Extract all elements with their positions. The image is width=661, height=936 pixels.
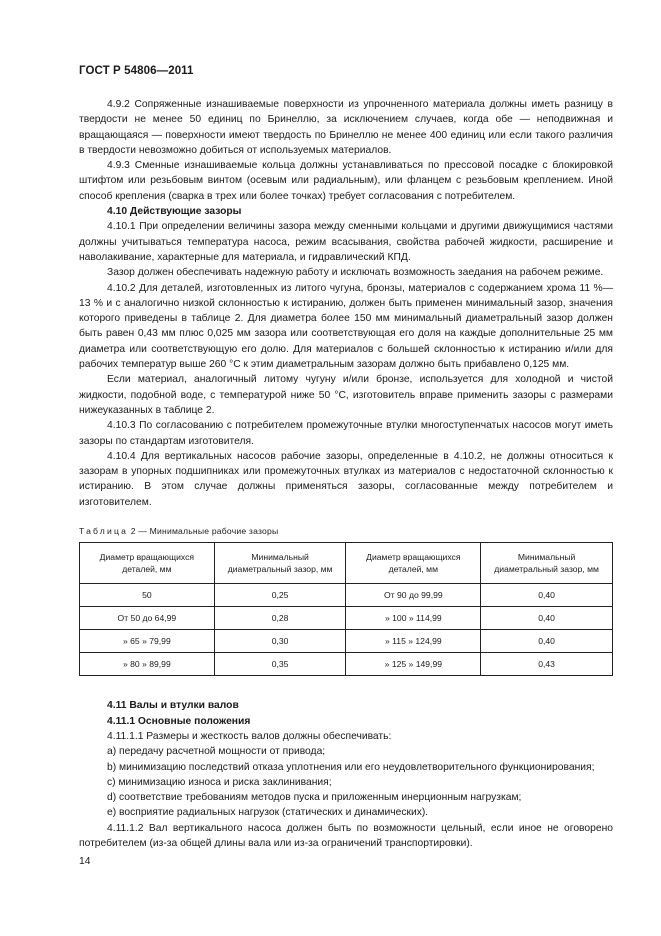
list-item-c: c) минимизацию износа и риска заклинивания; <box>107 776 332 788</box>
paragraphs-bottom <box>79 698 613 851</box>
table-cell: 0,35 <box>214 653 346 676</box>
table-cell: 0,25 <box>214 584 346 607</box>
table-cell: » 80 » 89,99 <box>80 653 215 676</box>
document-body <box>79 97 613 851</box>
table-cell: 0,40 <box>481 607 613 630</box>
table-row <box>80 584 613 607</box>
section-heading-4-11-1: 4.11.1 Основные положения <box>107 715 251 727</box>
section-heading-4-11: 4.11 Валы и втулки валов <box>107 700 239 712</box>
paragraph-4-9-2: 4.9.2 Сопряженные изнашиваемые поверхности из упрочненного материала должны иметь разницу в твердости не менее 50 единиц по Бринеллю, за исключением случаев, когда обе — неподвижная и вращающаяся — поверхности имеют твердость по Бринеллю не менее 400 единиц или если такого различия в твердости невозможно добиться от используемых материалов. <box>79 99 613 156</box>
table-cell: 0,40 <box>481 630 613 653</box>
page-number: 14 <box>79 856 91 867</box>
table-cell: 0,28 <box>214 607 346 630</box>
table-header-cell: Диаметр вращающихся деталей, мм <box>346 543 481 584</box>
table-cell: 0,40 <box>481 584 613 607</box>
paragraph-4-11-1-2: 4.11.1.2 Вал вертикального насоса должен быть по возможности цельный, если иное не оговорено потребителем (из-за общей длины вала или из-за ограничений транспортировки). <box>79 822 613 849</box>
table-header-row <box>80 543 613 584</box>
clearance-table <box>79 542 613 676</box>
table-caption <box>79 524 613 539</box>
list-item-a: а) передачу расчетной мощности от привода; <box>107 746 326 758</box>
table-cell: 0,30 <box>214 630 346 653</box>
paragraph-material: Если материал, аналогичный литому чугуну и/или бронзе, используется для холодной и чистой жидкости, подобной воде, с температурой ниже 50 °С, изготовитель вправе применить зазоры с размерами нижеуказанных в таблице 2. <box>79 374 613 416</box>
table-header-cell: Минимальный диаметральный зазор, мм <box>214 543 346 584</box>
paragraph-4-11-1-1: 4.11.1.1 Размеры и жесткость валов должны обеспечивать: <box>107 730 392 742</box>
table-cell: 0,43 <box>481 653 613 676</box>
list-item-b: b) минимизацию последствий отказа уплотнения или его неудовлетворительного функционирования; <box>107 761 595 773</box>
table-header-cell: Диаметр вращающихся деталей, мм <box>80 543 215 584</box>
list-item-e: e) восприятие радиальных нагрузок (статических и динамических). <box>107 807 429 819</box>
table-cell: » 65 » 79,99 <box>80 630 215 653</box>
table-row <box>80 607 613 630</box>
table-caption-word: Таблица <box>79 526 129 537</box>
table-row <box>80 630 613 653</box>
paragraph-4-10-2: 4.10.2 Для деталей, изготовленных из литого чугуна, бронзы, материалов с содержанием хрома 11 %—13 % и с аналогично низкой склонностью к истиранию, должен быть применен минимальный зазор, значения которого приведены в таблице 2. Для диаметра более 150 мм минимальный диаметральный зазор должен быть равен 0,43 мм плюс 0,025 мм зазора или соответствующая его доля на каждые дополнительные 25 мм диаметра или соответствующую его долю. Для материалов с большей склонностью к истиранию и/или для рабочих температур выше 260 °С к этим диаметральным зазорам должно быть прибавлено 0,125 мм. <box>79 282 613 371</box>
section-heading-4-10: 4.10 Действующие зазоры <box>107 206 242 218</box>
paragraph-4-10-3: 4.10.3 По согласованию с потребителем промежуточные втулки многоступенчатых насосов могут иметь зазоры по стандартам изготовителя. <box>79 420 613 447</box>
table-cell: От 90 до 99,99 <box>346 584 481 607</box>
paragraphs-top <box>79 97 613 510</box>
paragraph-4-10-4: 4.10.4 Для вертикальных насосов рабочие зазоры, определенные в 4.10.2, не должны относиться к зазорам в упорных подшипниках или промежуточных втулках из материалов с недостаточной склонностью к истиранию. В этом случае должны применяться зазоры, согласованные между потребителем и изготовителем. <box>79 450 613 508</box>
document-header: ГОСТ Р 54806—2011 <box>79 65 194 77</box>
table-row <box>80 653 613 676</box>
paragraph-clearance: Зазор должен обеспечивать надежную работу и исключать возможность заедания на рабочем режиме. <box>107 267 604 279</box>
paragraph-4-10-1: 4.10.1 При определении величины зазора между сменными кольцами и другими движущимися частями должны учитываться температура насоса, режим всасывания, свойства рабочей жидкости, расширение и наволакивание, характерные для материала, и гидравлический КПД. <box>79 221 613 263</box>
table-cell: » 125 » 149,99 <box>346 653 481 676</box>
table-cell: » 100 » 114,99 <box>346 607 481 630</box>
table-caption-title: 2 — Минимальные рабочие зазоры <box>128 526 279 537</box>
paragraph-4-9-3: 4.9.3 Сменные изнашиваемые кольца должны устанавливаться по прессовой посадке с блокировкой штифтом или резьбовым винтом (осевым или радиальным), или фланцем с резьбовым креплением. Иной способ крепления (сварка в трех или более точках) требует согласования с потребителем. <box>79 160 613 202</box>
table-header-cell: Минимальный диаметральный зазор, мм <box>481 543 613 584</box>
list-item-d: d) соответствие требованиям методов пуска и приложенным инерционным нагрузкам; <box>107 792 522 804</box>
table-cell: 50 <box>80 584 215 607</box>
table-cell: От 50 до 64,99 <box>80 607 215 630</box>
table-cell: » 115 » 124,99 <box>346 630 481 653</box>
